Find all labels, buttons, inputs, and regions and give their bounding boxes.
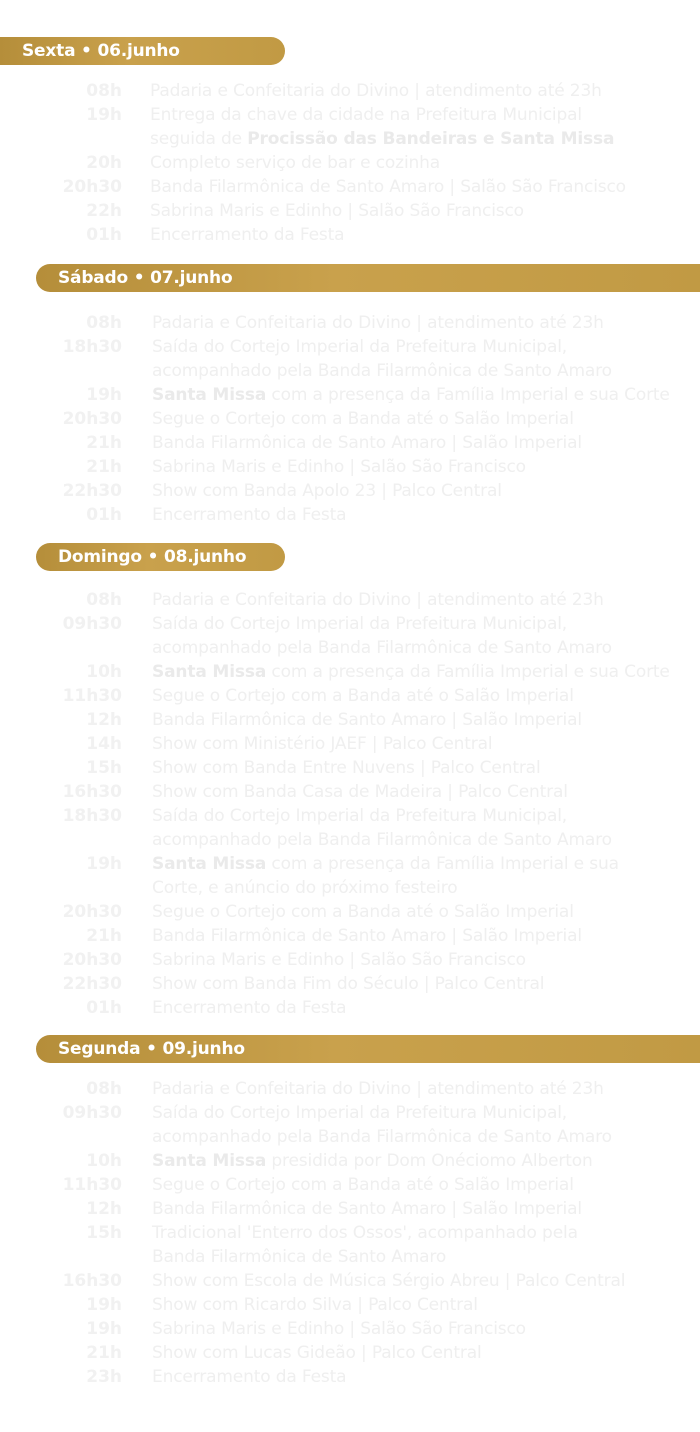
schedule-row xyxy=(0,455,700,479)
event-time: 20h30 xyxy=(62,902,122,922)
event-highlight: Santa Missa xyxy=(152,1151,267,1171)
schedule-row xyxy=(0,79,700,103)
event-time: 22h xyxy=(86,201,122,221)
schedule-list-domingo xyxy=(0,588,700,1020)
event-time: 08h xyxy=(86,81,122,101)
schedule-row-continuation xyxy=(0,359,700,383)
event-time: 11h30 xyxy=(62,1175,122,1195)
event-time: 20h30 xyxy=(62,177,122,197)
schedule-row xyxy=(0,708,700,732)
event-time: 21h xyxy=(86,457,122,477)
day-header-domingo: Domingo • 08.junho xyxy=(36,543,285,571)
event-highlight: Santa Missa xyxy=(152,662,267,682)
event-time: 14h xyxy=(86,734,122,754)
event-description: Padaria e Confeitaria do Divino | atendimento até 23h xyxy=(152,1079,604,1099)
event-time: 20h30 xyxy=(62,950,122,970)
event-time: 10h xyxy=(86,1151,122,1171)
event-time: 09h30 xyxy=(62,1103,122,1123)
schedule-row xyxy=(0,223,700,247)
event-highlight: Procissão das Bandeiras e Santa Missa xyxy=(247,129,615,149)
schedule-row xyxy=(0,684,700,708)
event-description: Encerramento da Festa xyxy=(150,225,345,245)
event-description: Padaria e Confeitaria do Divino | atendimento até 23h xyxy=(152,313,604,333)
event-description: Saída do Cortejo Imperial da Prefeitura Municipal, xyxy=(152,806,568,826)
event-description-rest: presidida por Dom Onéciomo Alberton xyxy=(266,1151,593,1171)
event-description: Show com Escola de Música Sérgio Abreu | Palco Central xyxy=(152,1271,626,1291)
event-description: Show com Lucas Gideão | Palco Central xyxy=(152,1343,482,1363)
schedule-row xyxy=(0,199,700,223)
event-description: Segue o Cortejo com a Banda até o Salão Imperial xyxy=(152,1175,574,1195)
event-time: 10h xyxy=(86,662,122,682)
schedule-row xyxy=(0,804,700,828)
schedule-row xyxy=(0,996,700,1020)
schedule-row xyxy=(0,1149,700,1173)
event-highlight: Santa Missa xyxy=(152,385,267,405)
event-description: Saída do Cortejo Imperial da Prefeitura Municipal, xyxy=(152,614,568,634)
event-description xyxy=(152,660,670,684)
event-description: Encerramento da Festa xyxy=(152,998,347,1018)
event-time: 08h xyxy=(86,1079,122,1099)
schedule-row xyxy=(0,1101,700,1125)
event-description-prefix: seguida de xyxy=(150,129,248,149)
schedule-row xyxy=(0,660,700,684)
schedule-row xyxy=(0,1317,700,1341)
event-time: 18h30 xyxy=(62,337,122,357)
event-description: Padaria e Confeitaria do Divino | atendimento até 23h xyxy=(152,590,604,610)
event-description-rest: com a presença da Família Imperial e sua Corte xyxy=(266,662,670,682)
event-time: 19h xyxy=(86,1319,122,1339)
event-time: 19h xyxy=(86,854,122,874)
day-header-sexta: Sexta • 06.junho xyxy=(0,37,285,65)
event-highlight: Santa Missa xyxy=(152,854,267,874)
event-description-continued: acompanhado pela Banda Filarmônica de Santo Amaro xyxy=(152,1127,612,1147)
event-description: Banda Filarmônica de Santo Amaro | Salão Imperial xyxy=(152,710,582,730)
event-time: 12h xyxy=(86,710,122,730)
schedule-row xyxy=(0,1077,700,1101)
event-description: Sabrina Maris e Edinho | Salão São Francisco xyxy=(152,1319,526,1339)
event-time: 20h xyxy=(86,153,122,173)
event-time: 23h xyxy=(86,1367,122,1387)
schedule-row xyxy=(0,1173,700,1197)
schedule-row xyxy=(0,103,700,127)
event-description: Tradicional 'Enterro dos Ossos', acompanhado pela xyxy=(152,1223,578,1243)
schedule-row-continuation xyxy=(0,127,700,151)
schedule-row xyxy=(0,924,700,948)
event-time: 01h xyxy=(86,998,122,1018)
event-description: Segue o Cortejo com a Banda até o Salão Imperial xyxy=(152,686,574,706)
schedule-row xyxy=(0,756,700,780)
schedule-row-continuation xyxy=(0,1125,700,1149)
event-description: Banda Filarmônica de Santo Amaro | Salão Imperial xyxy=(152,926,582,946)
event-time: 18h30 xyxy=(62,806,122,826)
schedule-row xyxy=(0,407,700,431)
schedule-row xyxy=(0,175,700,199)
schedule-row-continuation xyxy=(0,636,700,660)
event-time: 12h xyxy=(86,1199,122,1219)
event-description: Show com Banda Entre Nuvens | Palco Central xyxy=(152,758,541,778)
event-description: Completo serviço de bar e cozinha xyxy=(150,153,441,173)
schedule-row xyxy=(0,1293,700,1317)
event-time: 16h30 xyxy=(62,1271,122,1291)
event-time: 22h30 xyxy=(62,481,122,501)
event-description: Sabrina Maris e Edinho | Salão São Francisco xyxy=(150,201,524,221)
event-description: Encerramento da Festa xyxy=(152,505,347,525)
event-time: 09h30 xyxy=(62,614,122,634)
event-description: Entrega da chave da cidade na Prefeitura Municipal xyxy=(150,105,582,125)
schedule-row-continuation xyxy=(0,1245,700,1269)
event-description xyxy=(152,383,670,407)
event-description: Show com Banda Fim do Século | Palco Central xyxy=(152,974,545,994)
event-description: Banda Filarmônica de Santo Amaro | Salão Imperial xyxy=(152,1199,582,1219)
schedule-row xyxy=(0,1197,700,1221)
schedule-row xyxy=(0,1365,700,1389)
schedule-list-sabado xyxy=(0,311,700,527)
day-header-segunda: Segunda • 09.junho xyxy=(36,1035,700,1063)
schedule-row xyxy=(0,503,700,527)
event-description: Saída do Cortejo Imperial da Prefeitura Municipal, xyxy=(152,337,568,357)
event-description: Show com Ministério JAEF | Palco Central xyxy=(152,734,493,754)
schedule-row xyxy=(0,948,700,972)
event-time: 20h30 xyxy=(62,409,122,429)
schedule-row xyxy=(0,479,700,503)
event-description-continued: acompanhado pela Banda Filarmônica de Santo Amaro xyxy=(152,830,612,850)
schedule-row xyxy=(0,311,700,335)
event-description: Sabrina Maris e Edinho | Salão São Francisco xyxy=(152,457,526,477)
event-time: 15h xyxy=(86,758,122,778)
schedule-row xyxy=(0,780,700,804)
event-description: Show com Banda Apolo 23 | Palco Central xyxy=(152,481,502,501)
schedule-row-continuation xyxy=(0,828,700,852)
event-description-continued: Banda Filarmônica de Santo Amaro xyxy=(152,1247,447,1267)
event-time: 16h30 xyxy=(62,782,122,802)
event-description-continued: Corte, e anúncio do próximo festeiro xyxy=(152,878,458,898)
event-description: Banda Filarmônica de Santo Amaro | Salão Imperial xyxy=(152,433,582,453)
event-time: 01h xyxy=(86,505,122,525)
event-time: 01h xyxy=(86,225,122,245)
event-time: 08h xyxy=(86,313,122,333)
day-header-sabado: Sábado • 07.junho xyxy=(36,264,700,292)
event-time: 08h xyxy=(86,590,122,610)
schedule-row xyxy=(0,383,700,407)
schedule-row xyxy=(0,1269,700,1293)
event-time: 19h xyxy=(86,1295,122,1315)
schedule-row xyxy=(0,972,700,996)
schedule-list-segunda xyxy=(0,1077,700,1389)
schedule-row xyxy=(0,335,700,359)
event-description: Banda Filarmônica de Santo Amaro | Salão São Francisco xyxy=(150,177,626,197)
event-description: Saída do Cortejo Imperial da Prefeitura Municipal, xyxy=(152,1103,568,1123)
event-time: 19h xyxy=(86,385,122,405)
event-description: Segue o Cortejo com a Banda até o Salão Imperial xyxy=(152,409,574,429)
event-time: 21h xyxy=(86,1343,122,1363)
event-description: Segue o Cortejo com a Banda até o Salão Imperial xyxy=(152,902,574,922)
event-description: Encerramento da Festa xyxy=(152,1367,347,1387)
schedule-row xyxy=(0,852,700,876)
event-description-continued: acompanhado pela Banda Filarmônica de Santo Amaro xyxy=(152,361,612,381)
event-description: Padaria e Confeitaria do Divino | atendimento até 23h xyxy=(150,81,602,101)
event-description: Sabrina Maris e Edinho | Salão São Francisco xyxy=(152,950,526,970)
schedule-row xyxy=(0,1341,700,1365)
event-description: Show com Banda Casa de Madeira | Palco Central xyxy=(152,782,568,802)
schedule-row xyxy=(0,151,700,175)
schedule-row xyxy=(0,431,700,455)
event-description-rest: com a presença da Família Imperial e sua Corte xyxy=(266,385,670,405)
event-description-continued xyxy=(150,127,614,151)
schedule-row xyxy=(0,900,700,924)
schedule-list-sexta xyxy=(0,79,700,247)
schedule-row xyxy=(0,1221,700,1245)
schedule-row xyxy=(0,732,700,756)
schedule-row-continuation xyxy=(0,876,700,900)
event-time: 19h xyxy=(86,105,122,125)
schedule-row xyxy=(0,588,700,612)
event-description xyxy=(152,1149,593,1173)
event-time: 21h xyxy=(86,433,122,453)
event-description-continued: acompanhado pela Banda Filarmônica de Santo Amaro xyxy=(152,638,612,658)
event-description xyxy=(152,852,619,876)
event-time: 15h xyxy=(86,1223,122,1243)
schedule-row xyxy=(0,612,700,636)
event-time: 11h30 xyxy=(62,686,122,706)
event-description: Show com Ricardo Silva | Palco Central xyxy=(152,1295,478,1315)
event-description-rest: com a presença da Família Imperial e sua xyxy=(266,854,619,874)
event-time: 21h xyxy=(86,926,122,946)
event-time: 22h30 xyxy=(62,974,122,994)
